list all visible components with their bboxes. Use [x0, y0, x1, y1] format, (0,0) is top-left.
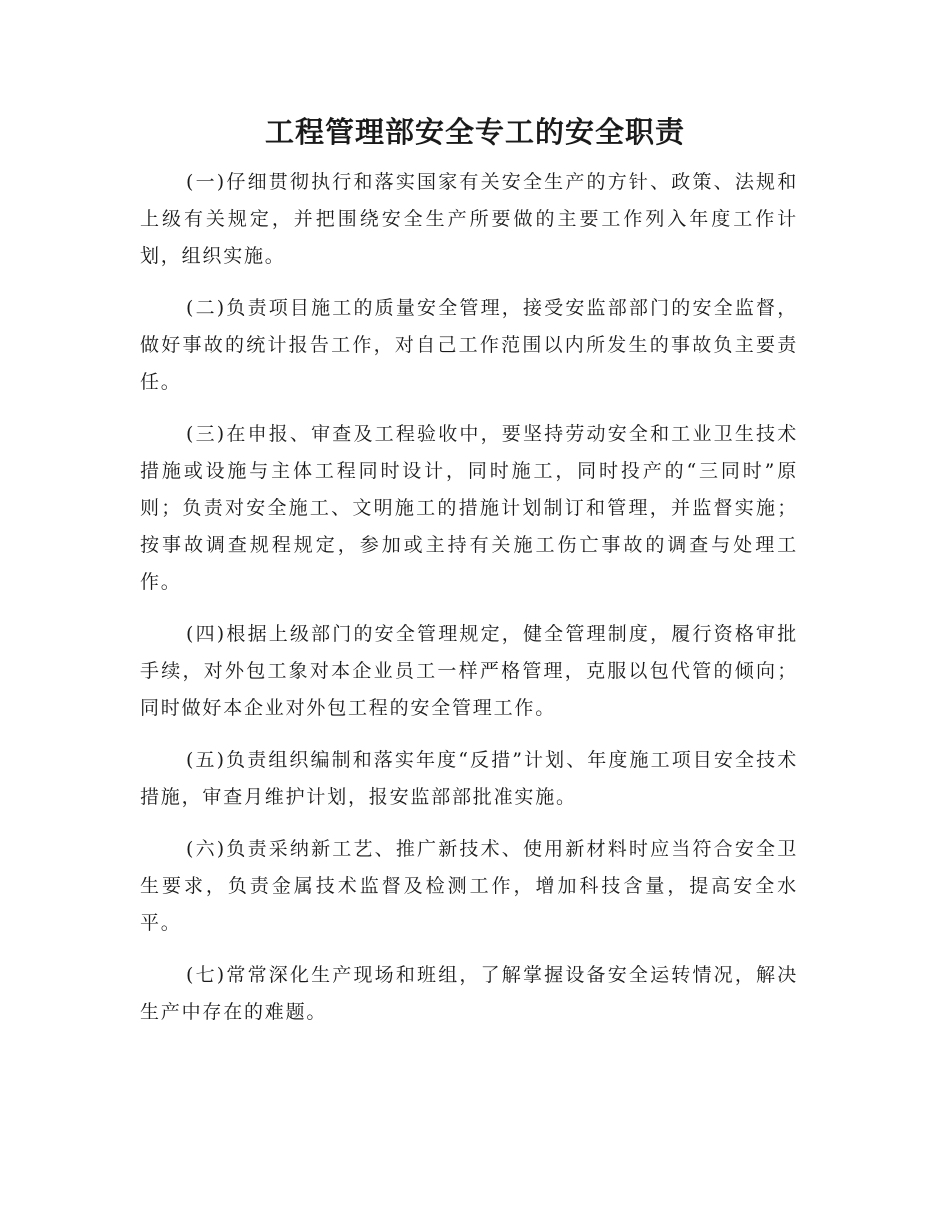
paragraph-1: (一)仔细贯彻执行和落实国家有关安全生产的方针、政策、法规和上级有关规定，并把围绕安全生产所要做的主要工作列入年度工作计划，组织实施。	[140, 171, 798, 267]
paragraph-2: (二)负责项目施工的质量安全管理，接受安监部部门的安全监督，做好事故的统计报告工作，对自己工作范围以内所发生的事故负主要责任。	[140, 297, 798, 393]
paragraph-6: (六)负责采纳新工艺、推广新技术、使用新材料时应当符合安全卫生要求，负责金属技术监督及检测工作，增加科技含量，提高安全水平。	[140, 838, 798, 934]
paragraph-3: (三)在申报、审查及工程验收中，要坚持劳动安全和工业卫生技术措施或设施与主体工程同时设计，同时施工，同时投产的“三同时”原则；负责对安全施工、文明施工的措施计划制订和管理，并监督实施；按事故调查规程规定，参加或主持有关施工伤亡事故的调查与处理工作。	[140, 423, 798, 593]
document-title: 工程管理部安全专工的安全职责	[264, 115, 685, 149]
paragraph-4: (四)根据上级部门的安全管理规定，健全管理制度，履行资格审批手续，对外包工象对本企业员工一样严格管理，克服以包代管的倾向；同时做好本企业对外包工程的安全管理工作。	[140, 623, 798, 719]
paragraph-5: (五)负责组织编制和落实年度“反措”计划、年度施工项目安全技术措施，审查月维护计划，报安监部部批准实施。	[140, 749, 798, 808]
paragraph-7: (七)常常深化生产现场和班组，了解掌握设备安全运转情况，解决生产中存在的难题。	[140, 964, 798, 1023]
document-body	[140, 164, 798, 1046]
